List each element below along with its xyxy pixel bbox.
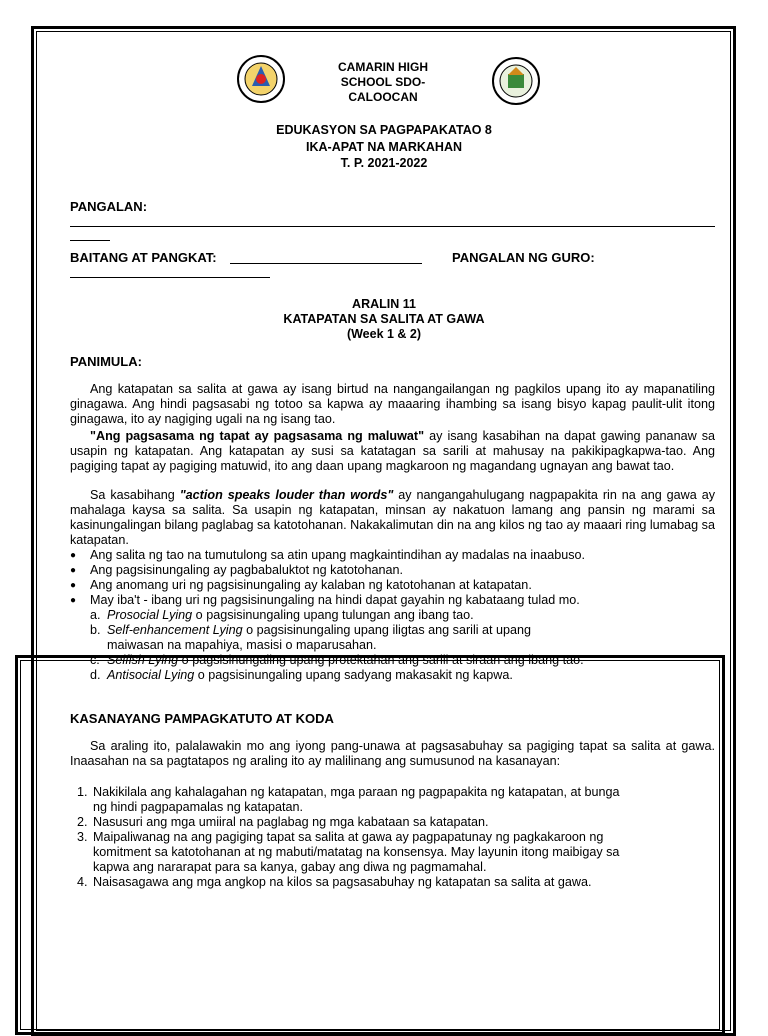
name-line-continued xyxy=(70,240,110,241)
list-item: 3. Maipaliwanag na ang pagiging tapat sa salita at gawa ay pagpapatunay ng pagkakaroon ng komitment sa katotohanan at ng mabuti/matatag na konsensya. May layunin itong maibigay sa kapwa ang nararapat para sa kanya, gabay ang diwa ng pagmamahal. xyxy=(77,830,620,874)
paragraph-2-text: ay isang kasabihan na dapat gawing pananaw sa usapin ng katapatan. Ang katapatan ay susi sa katatagan sa sarili at mahusay na pakikipagkapwa-tao. Ang pagiging tapat ay pagiging matuwid, ito ang daan upang magkaroon ng magandang ugnayan ang bawat tao. xyxy=(70,429,715,473)
school-year: T. P. 2021-2022 xyxy=(340,156,428,170)
list-item: ● Ang salita ng tao na tumutulong sa atin upang magkaintindihan ay madalas na inaabuso. xyxy=(68,548,718,563)
intro-paragraph-1: Ang katapatan sa salita at gawa ay isang birtud na nangangailangan ng pagkilos upang ito ay mapanatiling ginagawa. Ang hindi pagsasabi ng totoo sa kapwa ay maaaring ihambing sa isang bisyo kapag paulit-ulit itong ginagawa, ito ay nagiging ugali na ng isang tao. xyxy=(70,382,715,426)
list-item: a. Prosocial Lying o pagsisinungaling upang tulungan ang ibang tao. xyxy=(90,608,474,622)
competency-list xyxy=(77,785,637,890)
intro-bullet-list xyxy=(68,548,718,608)
subject-title: EDUKASYON SA PAGPAPAKATAO 8 xyxy=(276,123,492,137)
paragraph-3-start: Sa kasabihang xyxy=(90,488,180,502)
list-item: d. Antisocial Lying o pagsisinungaling upang sadyang makasakit ng kapwa. xyxy=(90,668,513,682)
list-item: ● Ang anomang uri ng pagsisinungaling ay kalaban ng katotohanan at katapatan. xyxy=(68,578,718,593)
lesson-weeks: (Week 1 & 2) xyxy=(346,327,422,341)
lesson-number: ARALIN 11 xyxy=(352,297,416,311)
lying-types-list xyxy=(90,608,650,683)
name-label: PANGALAN: xyxy=(70,199,148,214)
name-line[interactable] xyxy=(70,226,715,227)
school-name-line: CAMARIN HIGH xyxy=(338,60,428,74)
school-seal-left xyxy=(236,54,286,104)
grade-line[interactable] xyxy=(230,263,422,264)
intro-paragraph-3 xyxy=(70,488,715,548)
intro-paragraph-2 xyxy=(70,429,715,474)
list-item: b. Self-enhancement Lying o pagsisinungaling upang iligtas ang sarili at upang maiwasan na mapahiya, masisi o maparusahan. xyxy=(90,623,532,652)
competency-heading: KASANAYANG PAMPAGKATUTO AT KODA xyxy=(70,711,334,726)
school-name-line: SCHOOL SDO- xyxy=(340,75,426,89)
quarter-title: IKA-APAT NA MARKAHAN xyxy=(306,140,462,154)
list-item: c. Selfish Lying o pagsisinungaling upang protektahan ang sarili at siraan ang ibang tao. xyxy=(90,653,584,667)
school-name xyxy=(318,60,448,105)
proverb-quote: "Ang pagsasama ng tapat ay pagsasama ng maluwat" xyxy=(90,429,425,443)
teacher-line[interactable] xyxy=(70,277,270,278)
list-item: 2. Nasusuri ang mga umiiral na paglabag ng mga kabataan sa katapatan. xyxy=(77,815,489,829)
paragraph-3-text: ay nangangahulugang nagpapakita rin na ang gawa ay mahalaga kaysa sa salita. Sa usapin ng katapatan, minsan ay nakatuon lamang ang pansin ng marami sa kasinungalingan bilang paglabag sa katotohanan. Nakakalimutan din na ang kilos ng tao ay maaari ring lumabag sa katapatan. xyxy=(70,488,716,547)
saying-quote: "action speaks louder than words" xyxy=(179,488,394,502)
grade-label: BAITANG AT PANGKAT: xyxy=(70,250,217,265)
list-item: 1. Nakikilala ang kahalagahan ng katapatan, mga paraan ng pagpapakita ng katapatan, at bunga ng hindi pagpapamalas ng katapatan. xyxy=(77,785,620,814)
lesson-title: KATAPATAN SA SALITA AT GAWA xyxy=(283,312,485,326)
list-item: 4. Naisasagawa ang mga angkop na kilos sa pagsasabuhay ng katapatan sa salita at gawa. xyxy=(77,875,592,889)
list-item: ● May iba't - ibang uri ng pagsisinungaling na hindi dapat gayahin ng kabataang tulad mo. xyxy=(68,593,718,608)
list-item: ● Ang pagsisinungaling ay pagbabaluktot ng katotohanan. xyxy=(68,563,718,578)
competency-intro: Sa araling ito, palalawakin mo ang iyong pang-unawa at pagsasabuhay sa pagiging tapat sa salita at gawa. Inaasahan na sa pagtatapos ng araling ito ay malilinang ang sumusunod na kasanayan: xyxy=(70,739,715,768)
teacher-label: PANGALAN NG GURO: xyxy=(452,250,595,265)
school-name-line: CALOOCAN xyxy=(348,90,418,104)
intro-heading: PANIMULA: xyxy=(70,354,142,369)
school-seal-right xyxy=(491,56,541,106)
